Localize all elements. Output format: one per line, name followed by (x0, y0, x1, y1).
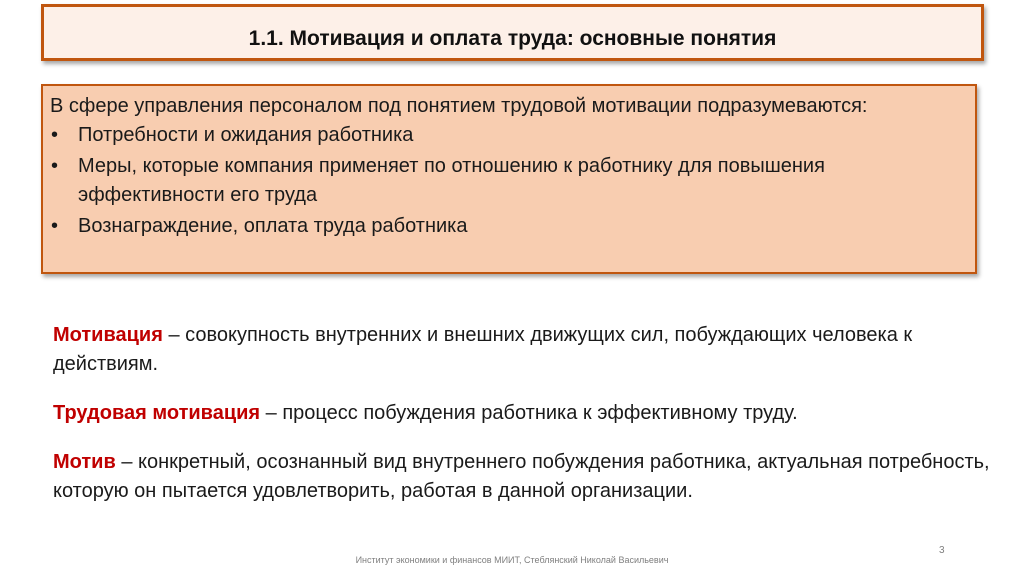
footer: Институт экономики и финансов МИИТ, Стеблянский Николай Васильевич (355, 555, 669, 565)
list-item (50, 152, 967, 210)
title-box (41, 4, 984, 61)
bullet-icon: • (51, 155, 59, 177)
definition-text: – конкретный, осознанный вид внутреннего побуждения работника, актуальная потребность, которую он пытается удовлетворить, работая в данной организации. (53, 451, 990, 502)
definition-term: Мотив (53, 451, 116, 473)
list-item (50, 212, 967, 241)
definition-labor-motivation (53, 399, 1013, 428)
bullet-text: Вознаграждение, оплата труда работника (78, 215, 468, 237)
info-intro: В сфере управления персоналом под понятием трудовой мотивации подразумеваются: (50, 95, 868, 117)
definition-term: Мотивация (53, 324, 163, 346)
definition-motivation (53, 321, 1013, 379)
slide-title: 1.1. Мотивация и оплата труда: основные понятия (248, 26, 777, 50)
bullet-list (50, 121, 967, 241)
definitions (53, 321, 1013, 518)
definition-text: – совокупность внутренних и внешних движущих сил, побуждающих человека к действиям. (53, 324, 913, 375)
info-box (41, 84, 977, 274)
page-number: 3 (939, 545, 945, 556)
bullet-icon: • (51, 215, 59, 237)
definition-text: – процесс побуждения работника к эффективному труду. (260, 402, 798, 424)
bullet-text: Потребности и ожидания работника (78, 124, 414, 146)
list-item (50, 121, 967, 150)
bullet-icon: • (51, 124, 59, 146)
bullet-text: Меры, которые компания применяет по отношению к работнику для повышения эффективности его труда (78, 155, 825, 206)
definition-term: Трудовая мотивация (53, 402, 261, 424)
definition-motive (53, 448, 1013, 506)
